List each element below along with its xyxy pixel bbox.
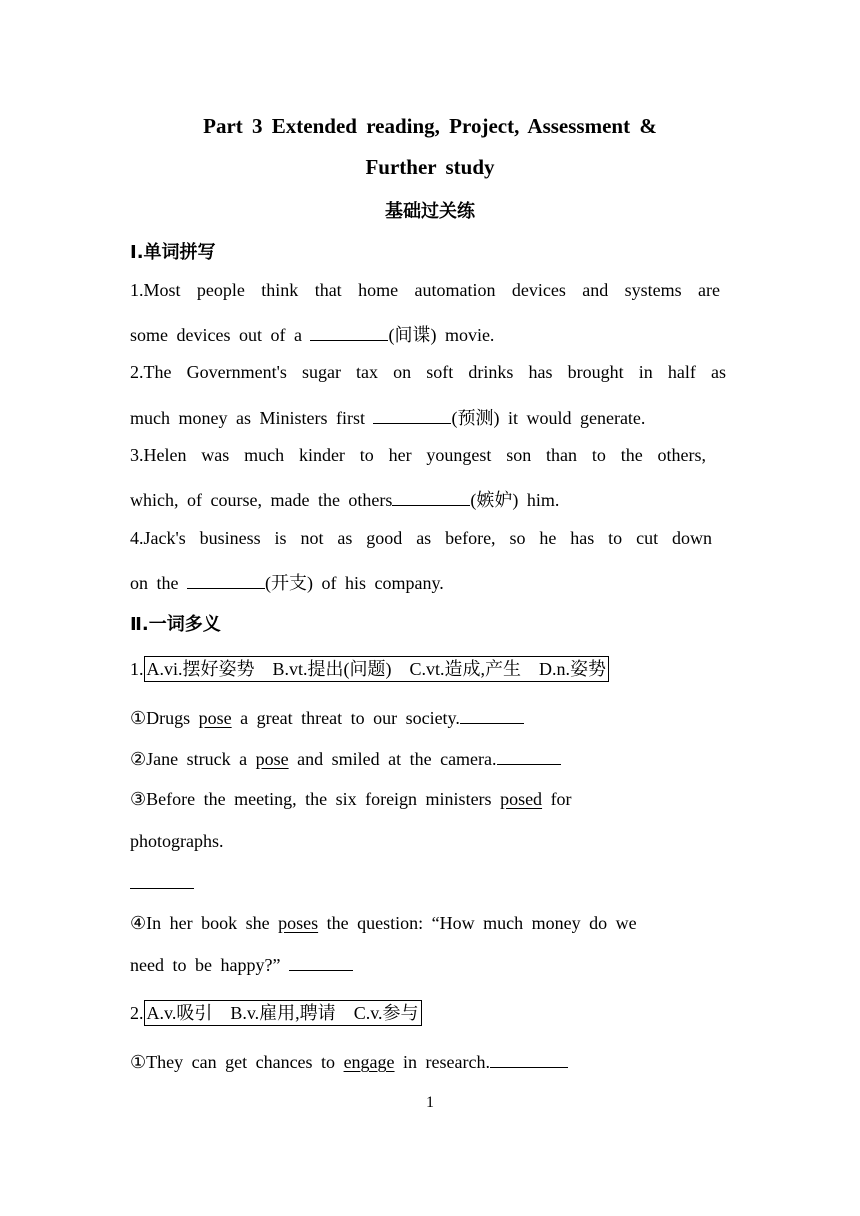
sentence-text: a great threat to our society. [231, 708, 460, 728]
target-word: pose [198, 708, 232, 728]
item-4-line-2 [130, 569, 444, 595]
section-2-heading: Ⅱ.一词多义 [130, 614, 221, 635]
item-4-text: on the [130, 573, 187, 593]
item-3-line-1: 3.Helen was much kinder to her youngest son than to the others, [130, 445, 706, 465]
q1-options-box [144, 656, 610, 682]
target-word: poses [278, 913, 319, 933]
target-word: pose [255, 749, 289, 769]
sentence-text: the question: “How much money do we [318, 913, 637, 933]
q1-sentence-3-blank-row [130, 872, 194, 894]
item-4-hint: (开支) of his company. [265, 573, 444, 593]
sentence-text: in research. [394, 1052, 490, 1072]
section-1-heading: Ⅰ.单词拼写 [130, 242, 216, 263]
q1-number: 1. [130, 659, 144, 679]
q2-options-box [144, 1000, 422, 1026]
option-c: C.v.参与 [353, 1003, 419, 1023]
answer-blank[interactable] [187, 572, 265, 589]
item-3-hint: (嫉妒) him. [470, 490, 560, 510]
item-2-line-1: 2.The Government's sugar tax on soft drinks has brought in half as [130, 362, 726, 382]
sentence-text: ④In her book she [130, 913, 279, 933]
target-word: posed [500, 789, 543, 809]
q1-sentence-4 [130, 913, 637, 934]
answer-blank[interactable] [289, 954, 353, 971]
page-number: 1 [426, 1094, 434, 1111]
q1-sentence-1 [130, 707, 524, 729]
q1-options-row [130, 656, 609, 682]
title-line-1: Part 3 Extended reading, Project, Assessment & [203, 114, 657, 138]
sentence-text: ①Drugs [130, 708, 199, 728]
q2-sentence-1 [130, 1051, 568, 1073]
target-word: engage [343, 1052, 395, 1072]
answer-blank[interactable] [373, 407, 451, 424]
q1-sentence-3-cont: photographs. [130, 831, 224, 851]
answer-blank[interactable] [130, 872, 194, 889]
option-b: B.vt.提出(问题) [272, 659, 392, 679]
sentence-text: for [542, 789, 572, 809]
sentence-text: need to be happy?” [130, 955, 289, 975]
answer-blank[interactable] [497, 748, 561, 765]
option-b: B.v.雇用,聘请 [230, 1003, 336, 1023]
option-a: A.vi.摆好姿势 [146, 659, 255, 679]
subtitle: 基础过关练 [385, 201, 475, 222]
item-1-line-1: 1.Most people think that home automation devices and systems are [130, 280, 720, 300]
item-4-line-1: 4.Jack's business is not as good as before, so he has to cut down [130, 528, 712, 548]
item-3-line-2 [130, 486, 559, 512]
item-3-text: which, of course, made the others [130, 490, 393, 510]
sentence-text: ②Jane struck a [130, 749, 256, 769]
item-1-text: some devices out of a [130, 325, 311, 345]
option-d: D.n.姿势 [539, 659, 607, 679]
q2-number: 2. [130, 1003, 144, 1023]
answer-blank[interactable] [460, 707, 524, 724]
item-1-line-2 [130, 321, 494, 347]
q1-sentence-2 [130, 748, 561, 770]
option-c: C.vt.造成,产生 [409, 659, 522, 679]
option-a: A.v.吸引 [146, 1003, 213, 1023]
item-2-text: much money as Ministers first [130, 408, 374, 428]
q1-sentence-4-cont [130, 954, 353, 976]
item-2-hint: (预测) it would generate. [451, 408, 646, 428]
sentence-text: and smiled at the camera. [288, 749, 497, 769]
answer-blank[interactable] [310, 324, 388, 341]
q2-options-row [130, 1000, 422, 1026]
sentence-text: ③Before the meeting, the six foreign ministers [130, 789, 501, 809]
item-1-hint: (间谍) movie. [388, 325, 495, 345]
answer-blank[interactable] [392, 489, 470, 506]
item-2-line-2 [130, 404, 645, 430]
title-line-2: Further study [365, 155, 495, 179]
sentence-text: ①They can get chances to [130, 1052, 344, 1072]
answer-blank[interactable] [490, 1051, 568, 1068]
q1-sentence-3 [130, 789, 572, 810]
